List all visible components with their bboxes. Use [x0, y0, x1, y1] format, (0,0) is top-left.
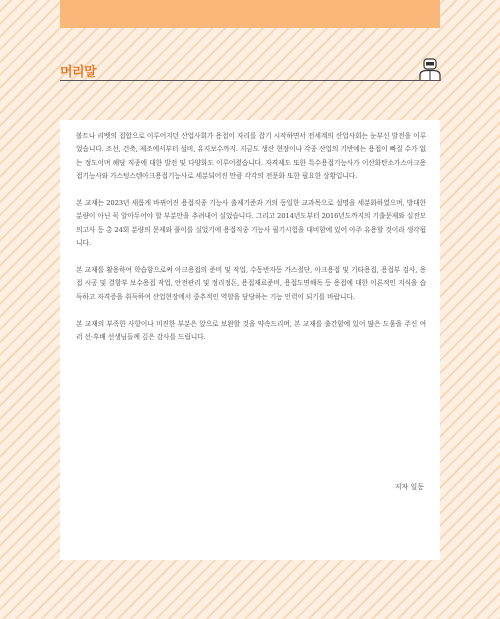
header-divider [60, 80, 440, 81]
preface-body [76, 130, 426, 358]
welder-icon [416, 58, 444, 82]
paragraph-2: 본 교재는 2023년 새롭게 바뀌어진 용접직종 기능사 출제기준과 거의 동일한 교과목으로 설명을 세분화하였으며, 방대한 분량이 아닌 꼭 알아두어야 할 부분만을 추려내어 실었습니다. 그리고 2014년도부터 2016년도까지의 기출문제와 실전모의고사 등 총 24회 분량의 문제와 풀이를 실었기에 용접직종 기능사 필기시험을 대비함에 있어 아주 유용할 것이라 생각됩니다. [76, 199, 426, 248]
top-banner [60, 0, 440, 28]
signature: 저자 일동 [394, 483, 424, 491]
paragraph-4: 본 교재의 부족한 사항이나 미진한 부분은 앞으로 보완할 것을 약속드리며, 본 교재를 출간함에 있어 많은 도움을 주신 여러 선·후배 선생님들께 깊은 감사를 드립니다. [76, 319, 426, 342]
paragraph-3: 본 교재를 활용하여 학습함으로써 아크용접의 준비 및 작업, 수동반자동 가스절단, 아크용접 및 기타용접, 용접부 검사, 용접 시공 및 결함부 보수용접 작업, 안전관리 및 정리정돈, 용접재료준비, 용접도면해독 등 용접에 대한 이론적인 지식을 습득하고 자격증을 취득하여 산업현장에서 중추적인 역할을 담당하는 기능 인력이 되기를 바랍니다. [76, 266, 426, 301]
content-box [60, 120, 440, 560]
page-title: 머리말 [60, 65, 97, 80]
paragraph-1: 볼트나 리벳의 접합으로 이루어지던 산업사회가 용접이 자리를 잡기 시작하면서 전세계의 산업사회는 눈부신 발전을 이루었습니다. 조선, 건축, 제조에서부터 설비, 유지보수까지. 지금도 생산 현장이나 각종 산업의 기반에는 용접이 빠질 수가 없는 정도이며 해당 직종에 대한 발전 및 다양화도 이루어졌습니다. 자격제도 또한 특수용접기능사가 이산화탄소가스아크용접기능사와 가스텅스텐아크용접기능사로 세분되어진 만큼 각각의 전문화 또한 필요한 상황입니다. [76, 132, 426, 181]
